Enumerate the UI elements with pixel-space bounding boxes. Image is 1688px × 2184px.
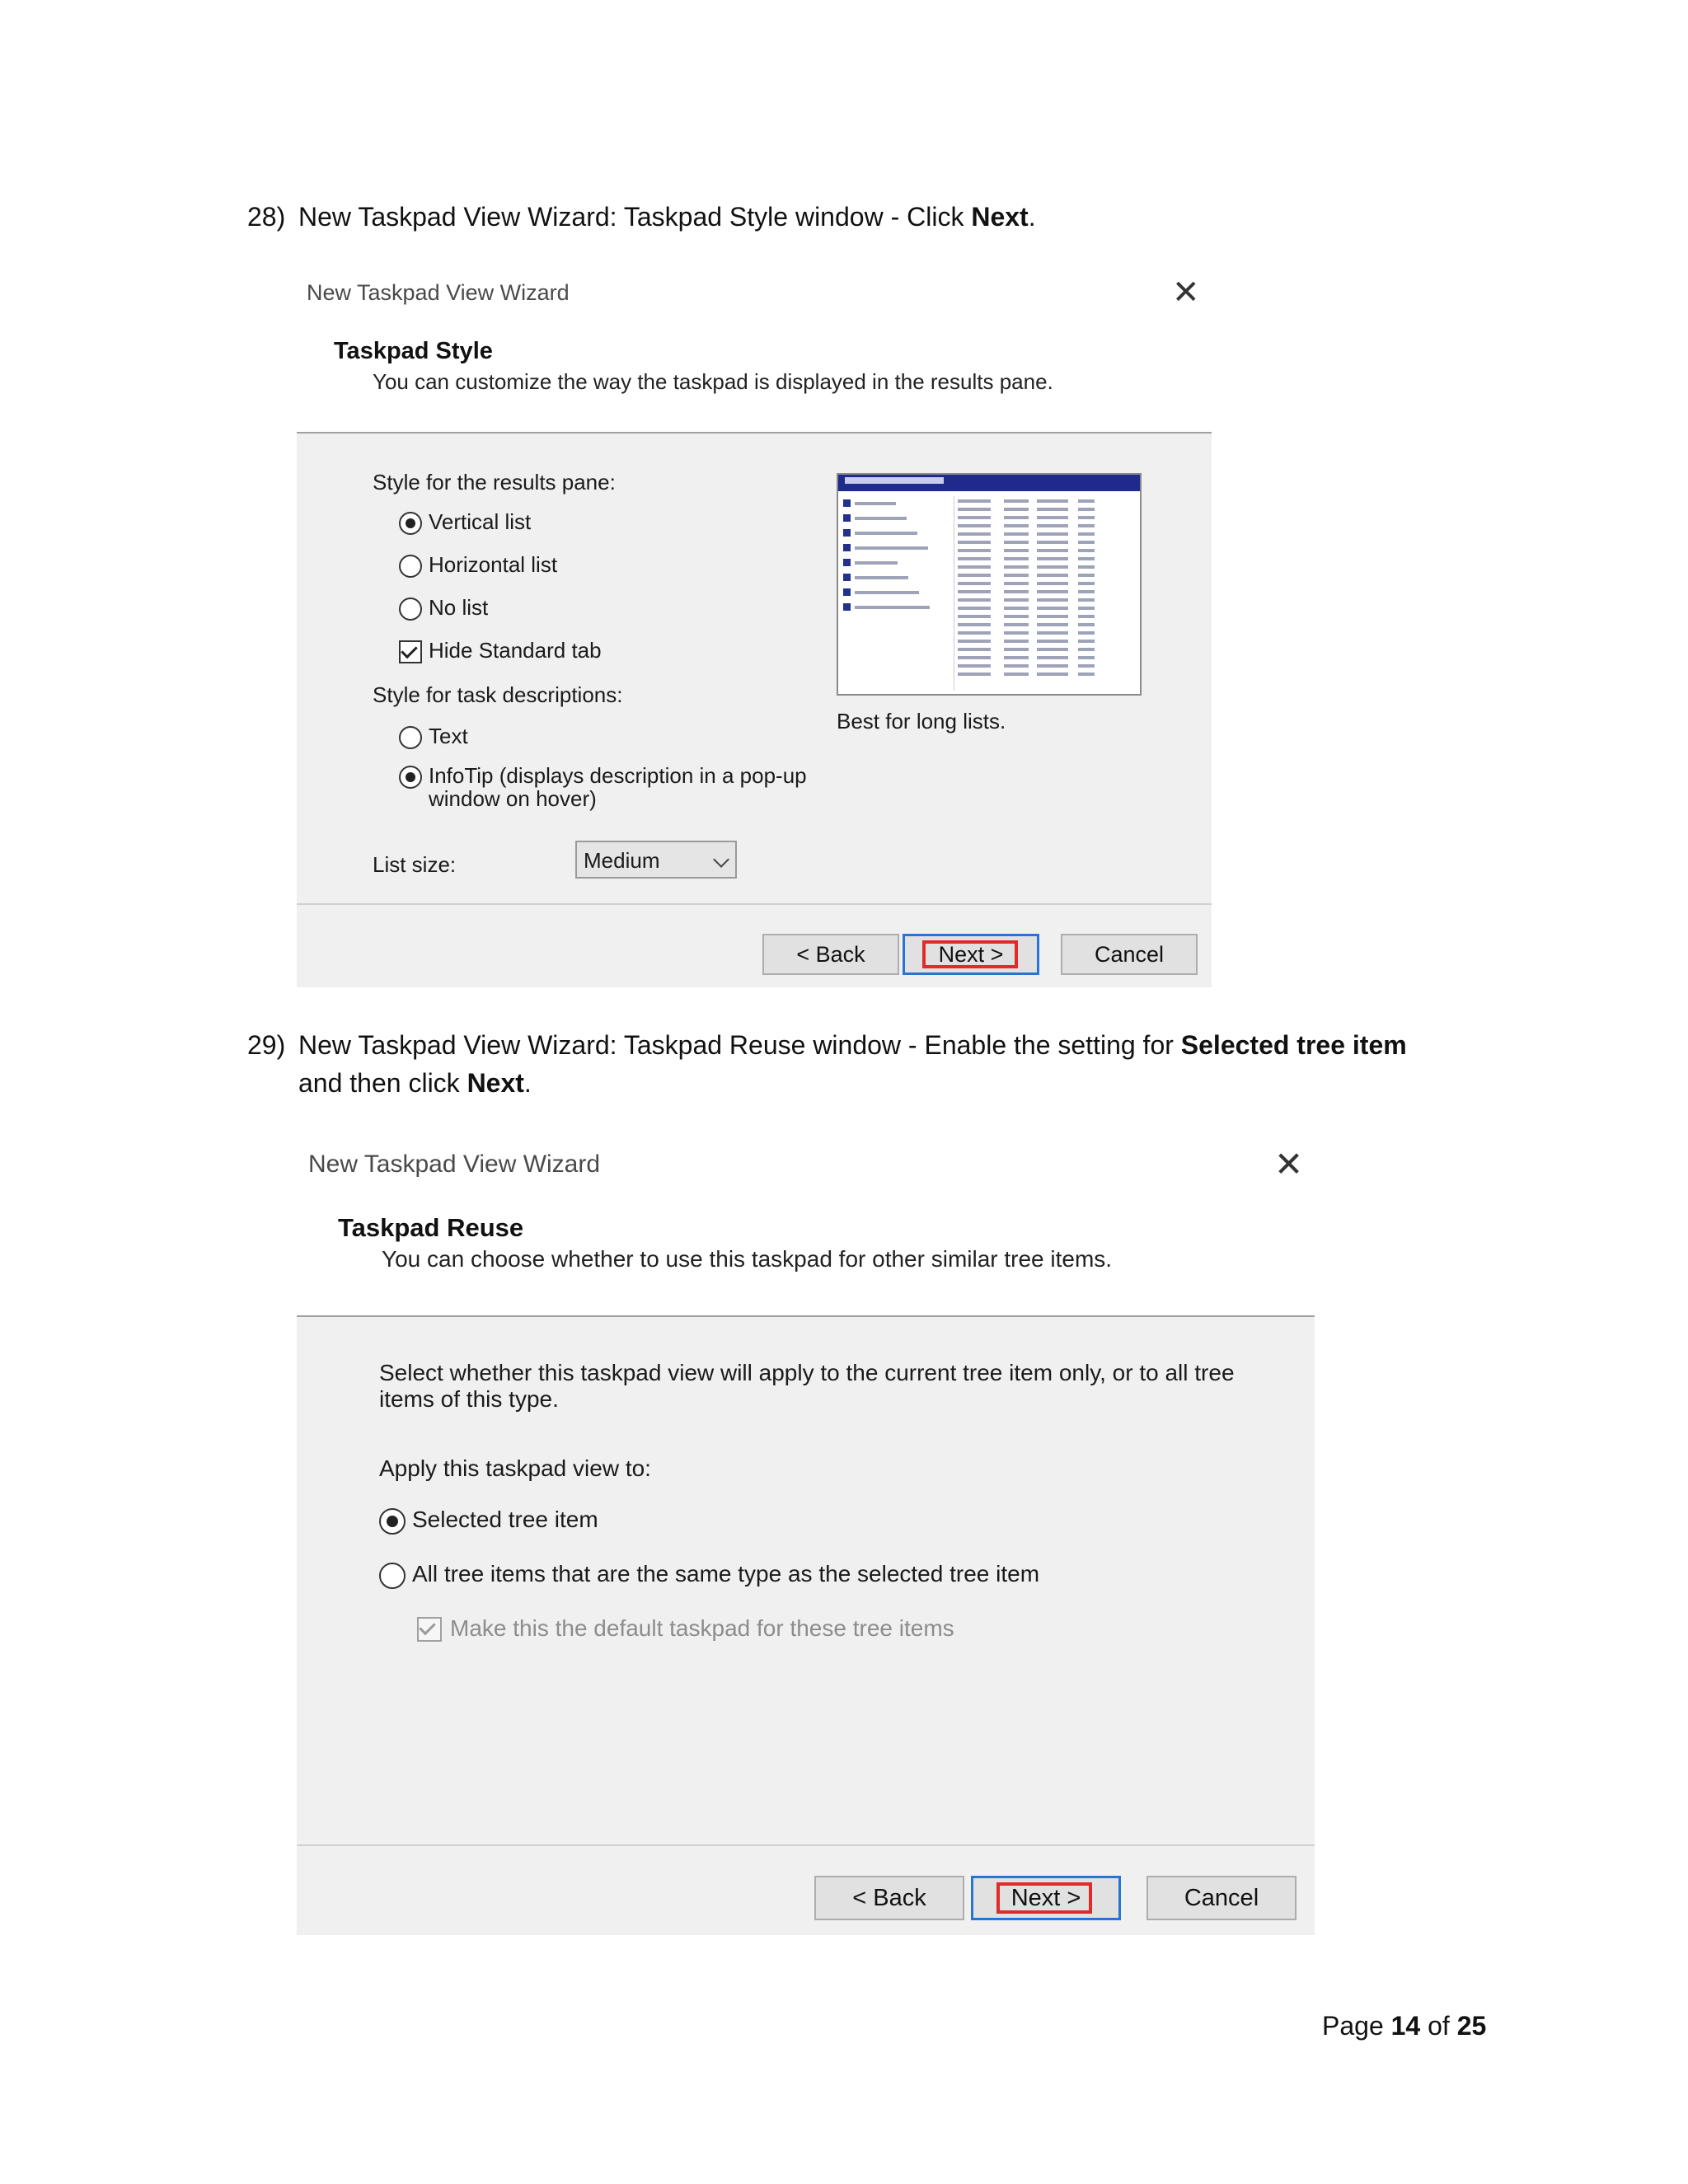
list-cell-line [958, 532, 991, 536]
page-of: of [1420, 2011, 1457, 2041]
list-cell-line [1078, 574, 1095, 577]
vertical-list-option[interactable] [399, 509, 646, 537]
list-cell-line [1037, 607, 1068, 610]
list-cell-line [958, 524, 991, 527]
dialog-title: New Taskpad View Wizard [307, 280, 570, 305]
list-cell-line [958, 648, 991, 651]
dialog-title: New Taskpad View Wizard [308, 1151, 601, 1178]
step-bold-text: Next [971, 202, 1029, 232]
list-cell-line [1078, 508, 1095, 511]
list-cell-line [958, 631, 991, 635]
next-button[interactable] [903, 934, 1039, 975]
list-cell-line [958, 640, 991, 643]
step-instruction [298, 198, 1493, 236]
page-total: 25 [1456, 2011, 1487, 2041]
task-descriptions-label: Style for task descriptions: [373, 682, 623, 707]
list-cell-line [1037, 673, 1068, 676]
chevron-down-icon [713, 851, 729, 868]
checkbox[interactable] [399, 640, 422, 663]
tree-node-icon [843, 499, 851, 507]
button-label: < Back [796, 941, 865, 967]
list-cell-line [1037, 541, 1068, 544]
list-cell-line [958, 549, 991, 552]
list-cell-line [1004, 623, 1029, 626]
radio-button[interactable] [399, 555, 422, 578]
tree-node-icon [843, 529, 851, 537]
next-button[interactable] [971, 1876, 1121, 1920]
list-cell-line [1078, 541, 1095, 544]
list-size-value: Medium [584, 848, 660, 873]
list-cell-line [1037, 648, 1068, 651]
list-cell-line [1078, 648, 1095, 651]
step-bold-text-2: Next [467, 1068, 524, 1098]
taskpad-preview-image [837, 473, 1142, 696]
list-cell-line [1037, 598, 1068, 602]
list-cell-line [1004, 549, 1029, 552]
step-bold-text: Selected tree item [1180, 1030, 1407, 1060]
list-cell-line [1004, 631, 1029, 635]
page-subtitle: You can choose whether to use this taskpad for other similar tree items. [382, 1246, 1113, 1272]
list-cell-line [1004, 598, 1029, 602]
list-cell-line [1037, 582, 1068, 585]
tree-node-line [855, 546, 928, 550]
list-cell-line [1004, 582, 1029, 585]
list-cell-line [958, 615, 991, 618]
preview-titlebar [838, 475, 1140, 491]
tree-node-icon [843, 574, 851, 581]
list-cell-line [958, 582, 991, 585]
option-label: Selected tree item [412, 1507, 598, 1532]
list-cell-line [1037, 590, 1068, 593]
radio-button[interactable] [379, 1508, 406, 1535]
page-current: 14 [1390, 2011, 1421, 2041]
dialog-body [297, 432, 1212, 903]
checkmark-icon [401, 642, 418, 659]
list-cell-line [1004, 508, 1029, 511]
option-label: Hide Standard tab [429, 638, 602, 663]
page-number [1322, 2011, 1486, 2041]
tree-node-line [855, 576, 908, 579]
step-number: 28) [247, 202, 286, 232]
option-label: Make this the default taskpad for these tree items [450, 1615, 954, 1641]
list-cell-line [958, 664, 991, 668]
list-cell-line [1004, 640, 1029, 643]
step-text-end: . [1028, 202, 1036, 232]
list-cell-line [958, 565, 991, 569]
radio-button[interactable] [399, 766, 422, 789]
list-cell-line [958, 673, 991, 676]
list-cell-line [1037, 664, 1068, 668]
step-text-cont: and then click [298, 1068, 467, 1098]
list-cell-line [1004, 557, 1029, 560]
option-label-cont: window on hover) [429, 786, 597, 811]
list-cell-line [1078, 565, 1095, 569]
button-label: Next > [1010, 1884, 1081, 1911]
list-cell-line [958, 508, 991, 511]
tree-node-icon [843, 603, 851, 611]
tree-node-icon [843, 544, 851, 551]
step-instruction [298, 1026, 1493, 1102]
tree-node-line [855, 591, 919, 594]
list-cell-line [1078, 664, 1095, 668]
results-pane-label: Style for the results pane: [373, 470, 616, 494]
taskpad-style-dialog [297, 262, 1212, 987]
list-cell-line [1078, 590, 1095, 593]
close-icon[interactable]: ✕ [1172, 274, 1200, 311]
list-cell-line [1037, 656, 1068, 659]
list-cell-line [958, 598, 991, 602]
option-label: Vertical list [429, 509, 532, 534]
description-line-1: Select whether this taskpad view will apply to the current tree item only, or to all tree [379, 1360, 1235, 1385]
page-title: Taskpad Reuse [338, 1213, 524, 1242]
step-text: New Taskpad View Wizard: Taskpad Style window - Click [298, 202, 972, 232]
step-text-end: . [523, 1068, 532, 1098]
page-subtitle: You can customize the way the taskpad is displayed in the results pane. [373, 369, 1053, 394]
tree-node-icon [843, 588, 851, 596]
cancel-button[interactable] [1061, 934, 1198, 975]
apply-label: Apply this taskpad view to: [379, 1455, 651, 1481]
list-cell-line [1004, 532, 1029, 536]
button-label: < Back [852, 1884, 926, 1911]
option-label: Text [429, 724, 468, 748]
list-cell-line [1004, 648, 1029, 651]
all-tree-items-option[interactable] [379, 1561, 1121, 1592]
list-cell-line [1037, 532, 1068, 536]
preview-tree [842, 499, 949, 691]
list-cell-line [1037, 615, 1068, 618]
default-taskpad-option [417, 1615, 1076, 1647]
list-cell-line [1078, 549, 1095, 552]
radio-button[interactable] [399, 512, 422, 535]
list-cell-line [1037, 631, 1068, 635]
list-cell-line [958, 557, 991, 560]
tree-node-icon [843, 559, 851, 566]
list-cell-line [1037, 516, 1068, 519]
hide-standard-tab-option[interactable] [399, 638, 646, 666]
list-cell-line [958, 499, 991, 503]
tree-node-line [855, 532, 917, 535]
list-cell-line [1004, 607, 1029, 610]
list-cell-line [1037, 574, 1068, 577]
checkbox [417, 1617, 442, 1642]
list-cell-line [1037, 640, 1068, 643]
list-cell-line [1078, 607, 1095, 610]
list-cell-line [958, 623, 991, 626]
tree-node-icon [843, 514, 851, 522]
list-cell-line [1078, 640, 1095, 643]
text-option[interactable] [399, 724, 646, 752]
list-cell-line [1078, 557, 1095, 560]
list-cell-line [1004, 615, 1029, 618]
list-cell-line [1004, 664, 1029, 668]
button-label: Cancel [1184, 1884, 1259, 1911]
dialog-body [297, 1315, 1315, 1846]
list-cell-line [1004, 590, 1029, 593]
list-cell-line [958, 590, 991, 593]
infotip-option[interactable] [399, 763, 811, 816]
horizontal-list-option[interactable] [399, 552, 646, 580]
tree-node-line [855, 606, 930, 609]
description-line-2: items of this type. [379, 1386, 559, 1412]
page-title: Taskpad Style [334, 338, 493, 364]
list-cell-line [1037, 549, 1068, 552]
option-label: No list [429, 595, 489, 620]
list-cell-line [1004, 516, 1029, 519]
page-prefix: Page [1322, 2011, 1391, 2041]
list-cell-line [1078, 631, 1095, 635]
list-cell-line [1004, 673, 1029, 676]
preview-caption: Best for long lists. [837, 709, 1006, 733]
button-label: Next > [938, 941, 1004, 967]
button-label: Cancel [1094, 941, 1165, 967]
list-cell-line [958, 541, 991, 544]
list-cell-line [1004, 541, 1029, 544]
list-cell-line [1078, 582, 1095, 585]
option-label: InfoTip (displays description in a pop-up [429, 763, 807, 788]
step-text: New Taskpad View Wizard: Taskpad Reuse window - Enable the setting for [298, 1030, 1181, 1060]
list-cell-line [1037, 565, 1068, 569]
list-cell-line [1004, 574, 1029, 577]
tree-node-line [855, 561, 898, 565]
tree-node-line [855, 517, 907, 520]
tree-node-line [855, 502, 896, 505]
list-cell-line [958, 574, 991, 577]
list-cell-line [1037, 508, 1068, 511]
cancel-button[interactable] [1146, 1876, 1296, 1920]
list-cell-line [1037, 557, 1068, 560]
close-icon[interactable]: ✕ [1274, 1145, 1304, 1183]
list-cell-line [1078, 524, 1095, 527]
no-list-option[interactable] [399, 595, 646, 623]
list-cell-line [958, 656, 991, 659]
taskpad-reuse-dialog [297, 1129, 1315, 1935]
list-cell-line [1078, 673, 1095, 676]
list-cell-line [1037, 524, 1068, 527]
list-cell-line [1037, 623, 1068, 626]
preview-list [954, 496, 1135, 691]
selected-tree-item-option[interactable] [379, 1507, 791, 1538]
list-cell-line [1078, 532, 1095, 536]
list-cell-line [958, 607, 991, 610]
back-button[interactable] [762, 934, 899, 975]
step-number: 29) [247, 1030, 286, 1060]
list-cell-line [1078, 499, 1095, 503]
back-button[interactable] [814, 1876, 964, 1920]
list-cell-line [1078, 598, 1095, 602]
list-size-label: List size: [373, 852, 457, 877]
list-cell-line [1078, 516, 1095, 519]
checkmark-icon [419, 1619, 436, 1636]
list-cell-line [1037, 499, 1068, 503]
list-cell-line [1078, 656, 1095, 659]
option-label: All tree items that are the same type as the selected tree item [412, 1561, 1040, 1586]
list-cell-line [1078, 615, 1095, 618]
list-size-select[interactable] [575, 841, 737, 879]
list-cell-line [1004, 499, 1029, 503]
list-cell-line [1004, 656, 1029, 659]
list-cell-line [1004, 565, 1029, 569]
list-cell-line [1004, 524, 1029, 527]
radio-button[interactable] [399, 726, 422, 749]
radio-button[interactable] [399, 598, 422, 621]
option-label: Horizontal list [429, 552, 558, 577]
list-cell-line [958, 516, 991, 519]
list-cell-line [1078, 623, 1095, 626]
radio-button[interactable] [379, 1563, 406, 1589]
